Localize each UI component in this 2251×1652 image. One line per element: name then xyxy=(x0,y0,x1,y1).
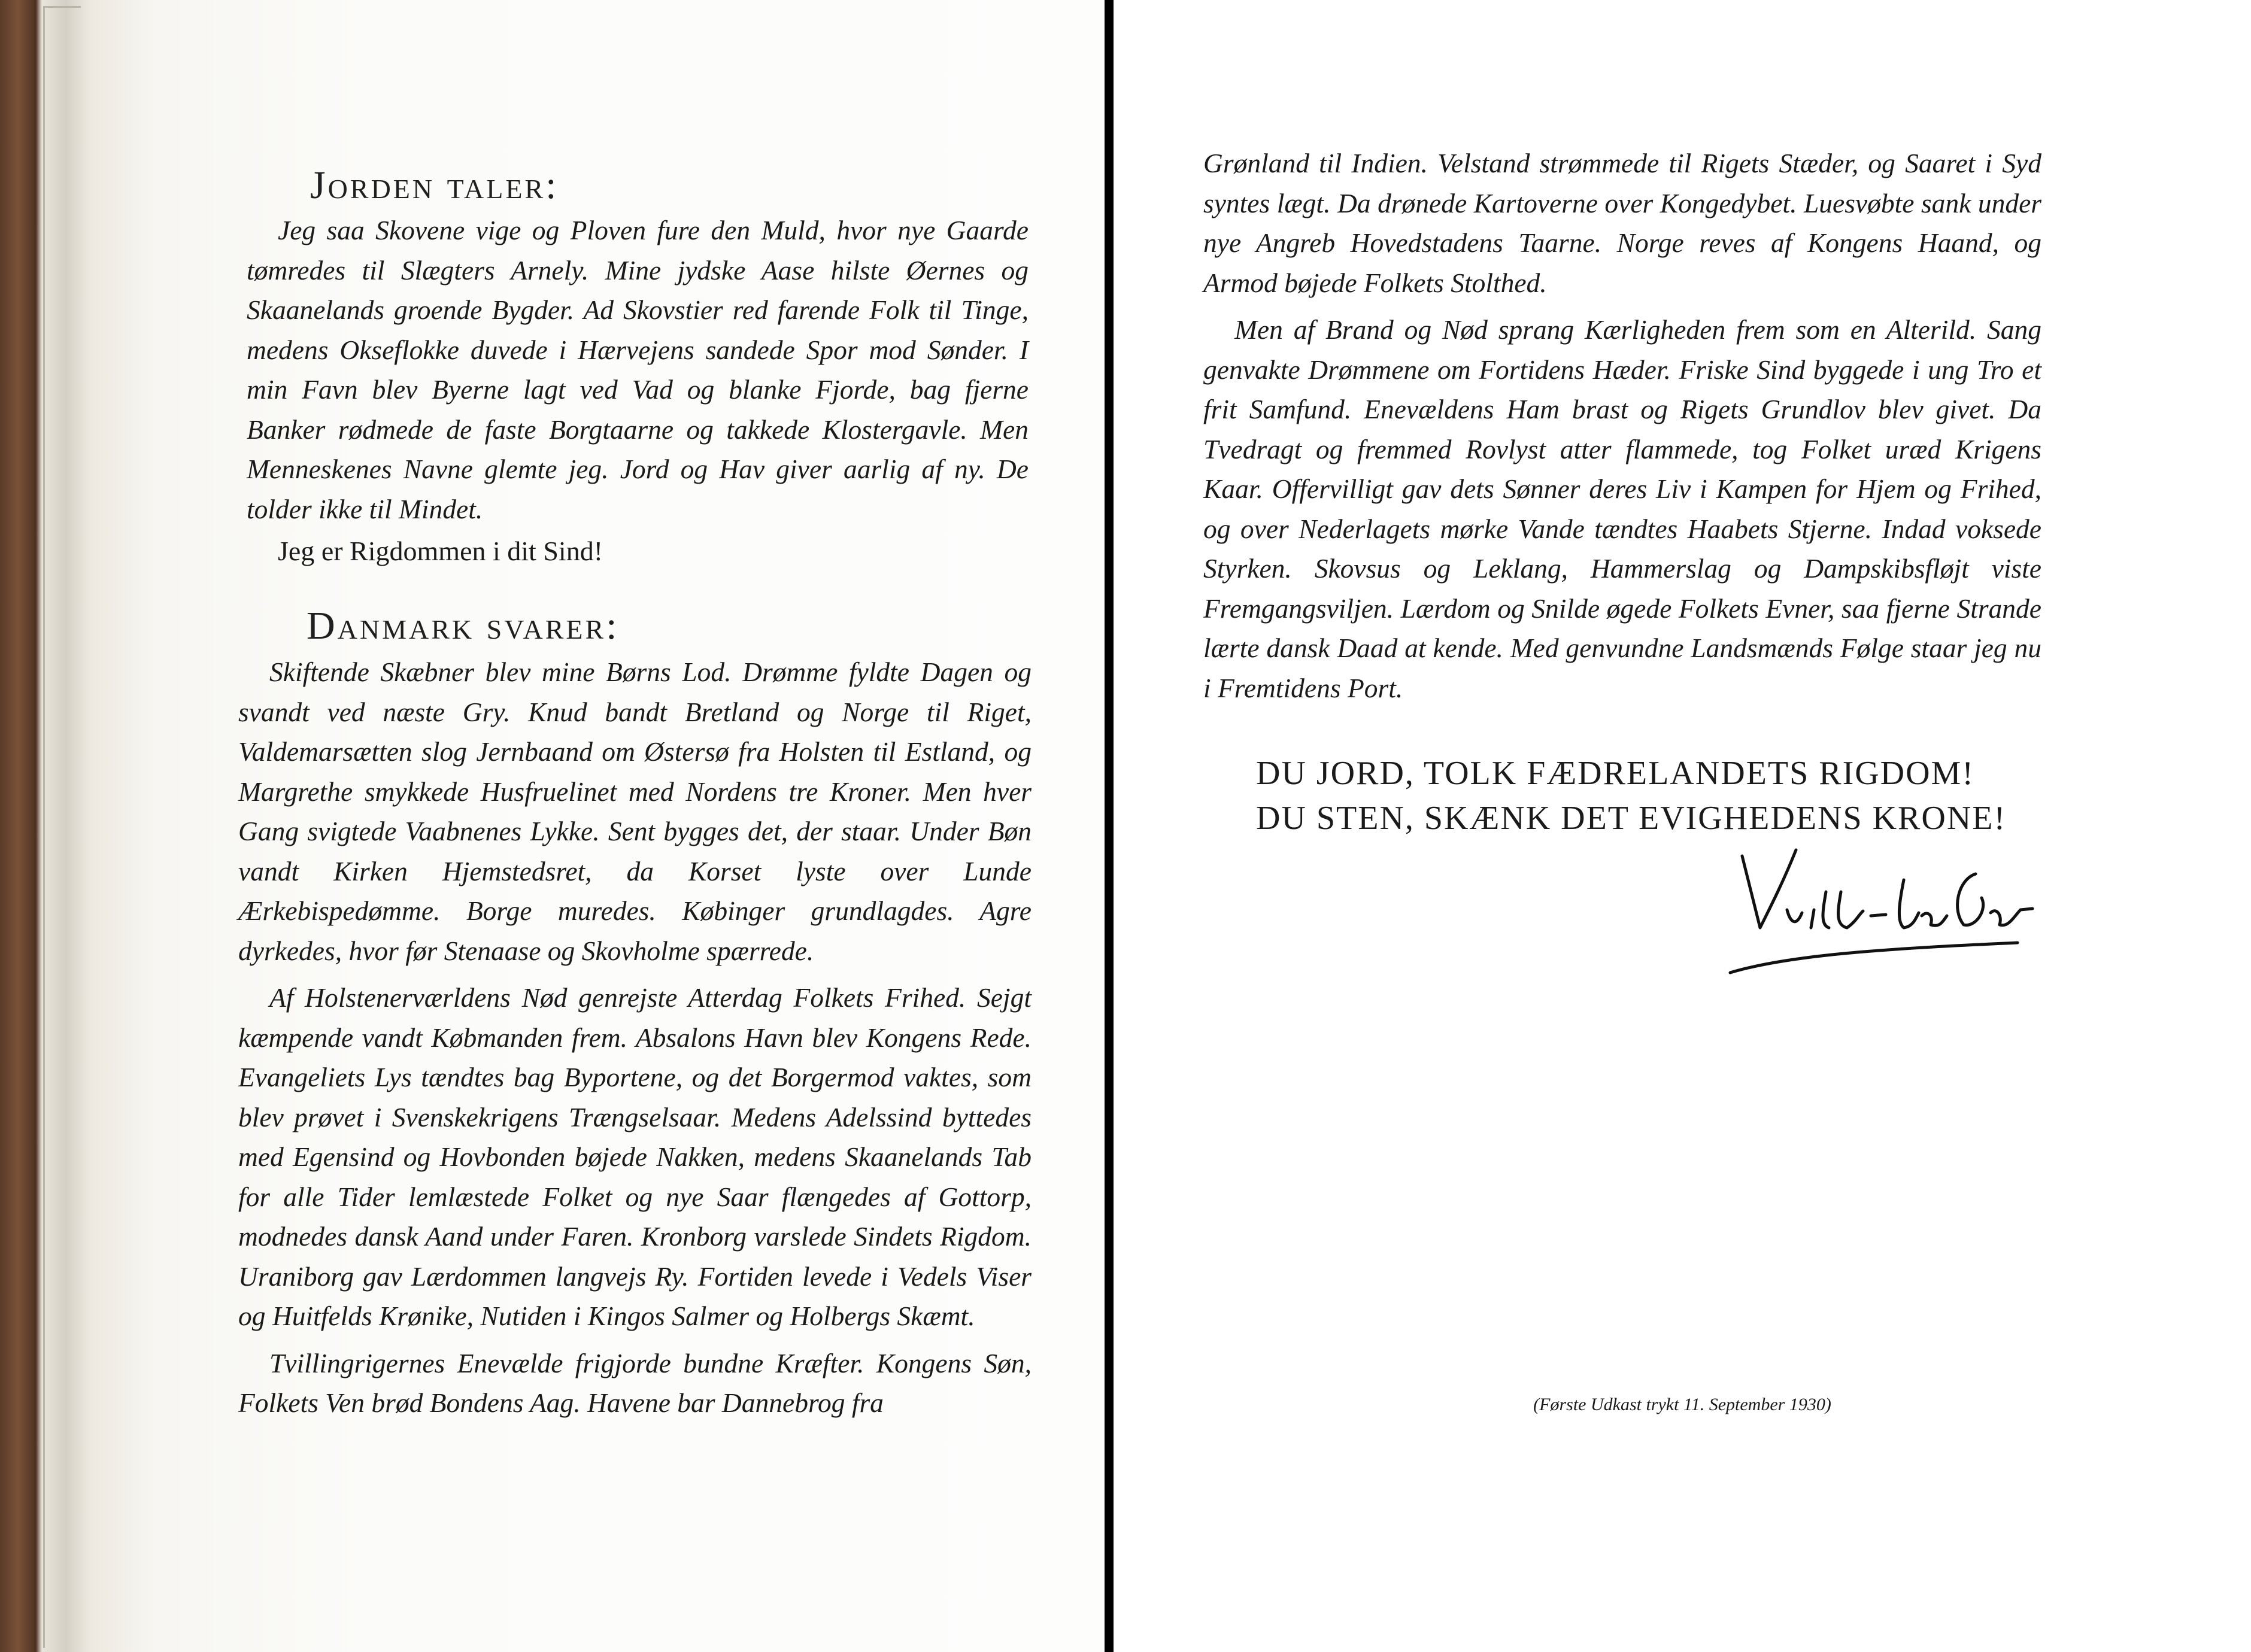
closing-line-jorden: Jeg er Rigdommen i dit Sind! xyxy=(278,536,603,566)
heading-jorden-taler: Jorden taler: xyxy=(310,163,559,207)
signature-image xyxy=(1706,838,2041,994)
section-heading-jorden xyxy=(310,163,1029,208)
left-page xyxy=(0,0,1105,1652)
page-gutter-edge xyxy=(43,6,81,1648)
section-body-continued xyxy=(1203,144,2041,708)
paragraph-jorden-1: Jeg saa Skovene vige og Ploven fure den Muld, hvor nye Gaarde tømredes til Slægters Arnely. Mine jydske Aase hilste Øernes og Skaanelands groende Bygder. Ad Skovstier red farende Folk til Tinge, medens Okseflokke duvede i Hærvejens sandede Spor mod Sønder. I min Favn blev Byerne lagt ved Vad og blanke Fjorde, bag fjerne Banker rødmede de faste Borgtaarne og takkede Klostergavle. Men Menneskenes Navne glemte jeg. Jord og Hav giver aarlig af ny. De tolder ikke til Mindet. xyxy=(247,215,1029,524)
heading-danmark-svarer: Danmark svarer: xyxy=(307,604,620,648)
paragraph-danmark-3: Tvillingrigernes Enevælde frigjorde bundne Kræfter. Kongens Søn, Folkets Ven brød Bondens Aag. Havene bar Dannebrog fra xyxy=(238,1347,1032,1418)
closing-lines xyxy=(1256,751,2094,841)
section-body-danmark xyxy=(238,652,1032,1423)
footnote-text: (Første Udkast trykt 11. September 1930) xyxy=(1533,1395,1831,1414)
paragraph-danmark-2: Af Holstenerværldens Nød genrejste Atterdag Folkets Frihed. Sejgt kæmpende vandt Købmanden frem. Absalons Havn blev Kongens Rede. Evangeliets Lys tændtes bag Byportene, og det Borgermod vaktes, som blev prøvet i Svenskekrigens Trængselsaar. Medens Adelssind byttedes med Egensind og Hovbonden bøjede Nakken, medens Skaanelands Tab for alle Tider lemlæstede Folket og nye Saar flængedes af Gottorp, modnedes dansk Aand under Faren. Kronborg varslede Sindets Rigdom. Uraniborg gav Lærdommen langvejs Ry. Fortiden levede i Vedels Viser og Huitfelds Krønike, Nutiden i Kingos Salmer og Holbergs Skæmt. xyxy=(238,982,1032,1331)
section-body-jorden xyxy=(247,211,1029,572)
paragraph-right-1: Grønland til Indien. Velstand strømmede til Rigets Stæder, og Saaret i Syd syntes lægt. Da drønede Kartoverne over Kongedybet. Luesvøbte sank under nye Angreb Hovedstadens Taarne. Norge reves af Kongens Haand, og Armod bøjede Folkets Stolthed. xyxy=(1203,148,2041,298)
section-heading-danmark xyxy=(307,603,1025,649)
signature xyxy=(1706,838,2041,994)
right-page xyxy=(1114,0,2251,1652)
closing-line-1: DU JORD, TOLK FÆDRELANDETS RIGDOM! xyxy=(1256,755,1974,792)
paragraph-danmark-1: Skiftende Skæbner blev mine Børns Lod. Drømme fyldte Dagen og svandt ved næste Gry. Knud bandt Bretland og Norge til Riget, Valdemarsætten slog Jernbaand om Østersø fra Holsten til Estland, og Margrethe smykkede Husfruelinet med Nordens tre Kroner. Men hver Gang svigtede Vaabnenes Lykke. Sent bygges det, der staar. Under Bøn vandt Kirken Hjemstedsret, da Korset lyste over Lunde Ærkebispedømme. Borge muredes. Købinger grundlagdes. Agre dyrkedes, hvor før Stenaase og Skovholme spærrede. xyxy=(238,657,1032,966)
paragraph-right-2: Men af Brand og Nød sprang Kærligheden frem som en Alterild. Sang genvakte Drømmene om Fortidens Hæder. Friske Sind byggede i ung Tro et frit Samfund. Enevældens Ham brast og Rigets Grundlov blev givet. Da Tvedragt og fremmed Rovlyst atter flammede, tog Folket uræd Krigens Kaar. Offervilligt gav dets Sønner deres Liv i Kampen for Hjem og Frihed, og over Nederlagets mørke Vande tændtes Haabets Stjerne. Indad voksede Styrken. Skovsus og Leklang, Hammerslag og Dampskibsfløjt viste Fremgangsviljen. Lærdom og Snilde øgede Folkets Evner, saa fjerne Strande lærte dansk Daad at kende. Med genvundne Landsmænds Følge staar jeg nu i Fremtidens Port. xyxy=(1203,314,2041,703)
closing-line-2: DU STEN, SKÆNK DET EVIGHEDENS KRONE! xyxy=(1256,800,2007,837)
footnote xyxy=(1413,1395,1952,1415)
